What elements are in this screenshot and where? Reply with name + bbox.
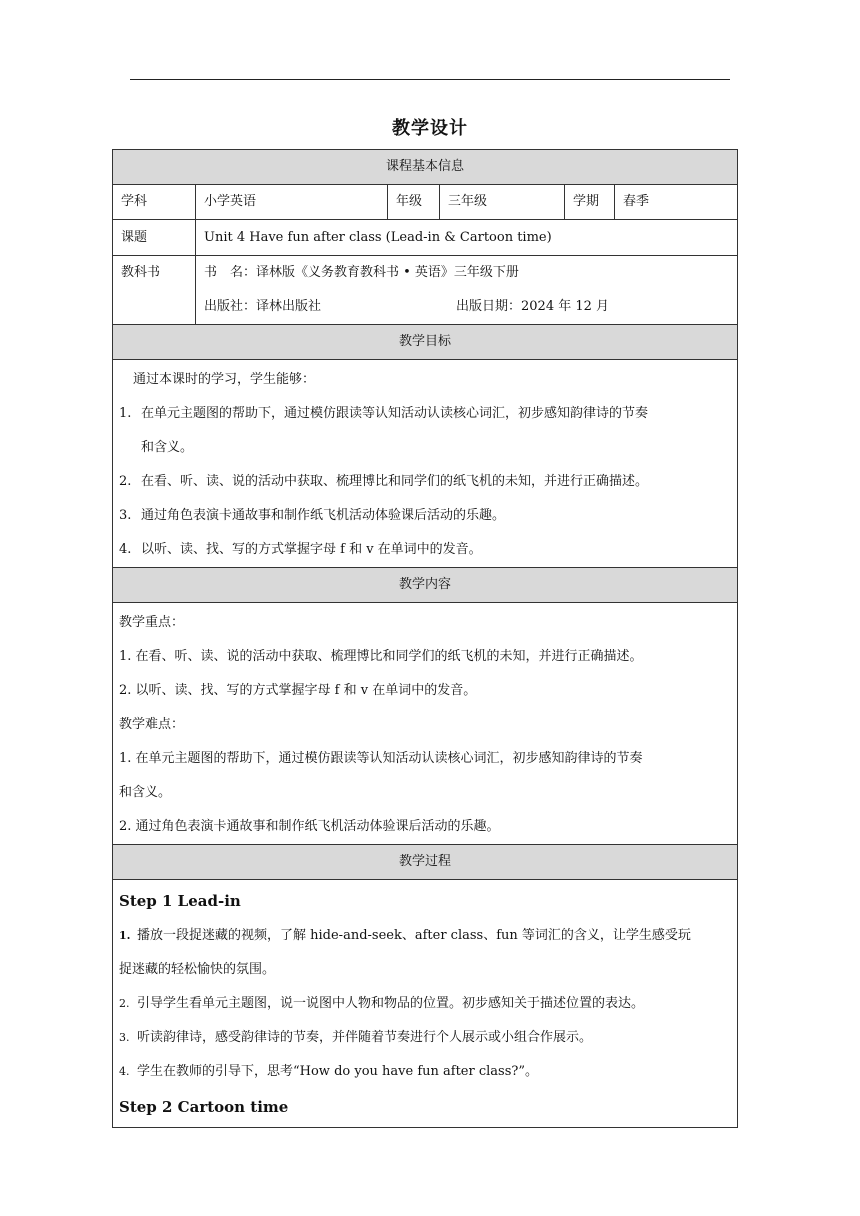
section-header-basic-info: 课程基本信息 [113,150,738,185]
key-points-label: 教学重点： [119,615,185,631]
objective-item [119,397,731,431]
process-continuation: 捉迷藏的轻松愉快的氛围。 [119,962,276,978]
process-item [119,919,731,953]
objective-text: 通过角色表演卡通故事和制作纸飞机活动体验课后活动的乐趣。 [141,508,506,524]
process-text: 引导学生看单元主题图，说一说图中人物和物品的位置。初步感知关于描述位置的表达。 [137,996,645,1012]
publisher: 出版社：译林出版社 [204,299,322,315]
process-body [113,880,738,1128]
topic-value: Unit 4 Have fun after class (Lead-in & Cartoon time) [196,220,738,256]
process-item [119,987,731,1021]
document-title: 教学设计 [392,118,468,139]
process-text: 学生在教师的引导下，思考“How do you have fun after class?”。 [137,1064,538,1080]
term-value: 春季 [615,185,738,220]
objective-item [119,533,731,567]
difficult-points-label: 教学难点： [119,717,185,733]
section-header-content: 教学内容 [113,568,738,603]
section-header-objectives: 教学目标 [113,325,738,360]
content-body [113,603,738,845]
difficult-point: 1. 在单元主题图的帮助下，通过模仿跟读等认知活动认读核心词汇，初步感知韵律诗的节奏 [119,751,643,767]
textbook-label: 教科书 [113,256,196,325]
header-rule [130,79,730,80]
publisher-line [196,290,737,324]
term-label: 学期 [565,185,615,220]
publication-date: 出版日期：2024 年 12 月 [456,299,610,315]
objective-item [119,465,731,499]
difficult-point: 和含义。 [119,785,172,801]
objective-text: 以听、读、找、写的方式掌握字母 f 和 v 在单词中的发音。 [141,542,482,558]
step-title: Step 1 Lead-in [119,892,241,910]
step-title: Step 2 Cartoon time [119,1098,289,1116]
lesson-plan-table [112,149,738,1128]
objective-number: 2. [119,474,132,490]
grade-label: 年级 [388,185,440,220]
objective-continuation: 和含义。 [141,440,194,456]
objectives-intro: 通过本课时的学习，学生能够： [133,372,316,388]
process-number: 4. [119,1065,130,1079]
textbook-info [196,256,738,325]
key-point: 2. 以听、读、找、写的方式掌握字母 f 和 v 在单词中的发音。 [119,683,477,699]
process-item [119,1055,731,1089]
process-text: 播放一段捉迷藏的视频，了解 hide-and-seek、after class、fun 等词汇的含义，让学生感受玩 [137,928,691,944]
objective-number: 4. [119,542,132,558]
objective-item [119,499,731,533]
process-number: 3. [119,1031,130,1045]
process-text: 听读韵律诗，感受韵律诗的节奏，并伴随着节奏进行个人展示或小组合作展示。 [137,1030,593,1046]
topic-label: 课题 [113,220,196,256]
difficult-point: 2. 通过角色表演卡通故事和制作纸飞机活动体验课后活动的乐趣。 [119,819,500,835]
key-point: 1. 在看、听、读、说的活动中获取、梳理博比和同学们的纸飞机的未知，并进行正确描述。 [119,649,643,665]
objective-number: 1. [119,406,132,422]
subject-label: 学科 [113,185,196,220]
section-header-process: 教学过程 [113,845,738,880]
objectives-body [113,360,738,568]
subject-value: 小学英语 [196,185,388,220]
process-item [119,1021,731,1055]
objective-text: 在单元主题图的帮助下，通过模仿跟读等认知活动认读核心词汇，初步感知韵律诗的节奏 [141,406,649,422]
objective-number: 3. [119,508,132,524]
process-number: 2. [119,997,130,1011]
book-name: 书 名：译林版《义务教育教科书 • 英语》三年级下册 [204,265,519,281]
grade-value: 三年级 [440,185,565,220]
objective-text: 在看、听、读、说的活动中获取、梳理博比和同学们的纸飞机的未知，并进行正确描述。 [141,474,649,490]
process-number: 1. [119,929,131,943]
